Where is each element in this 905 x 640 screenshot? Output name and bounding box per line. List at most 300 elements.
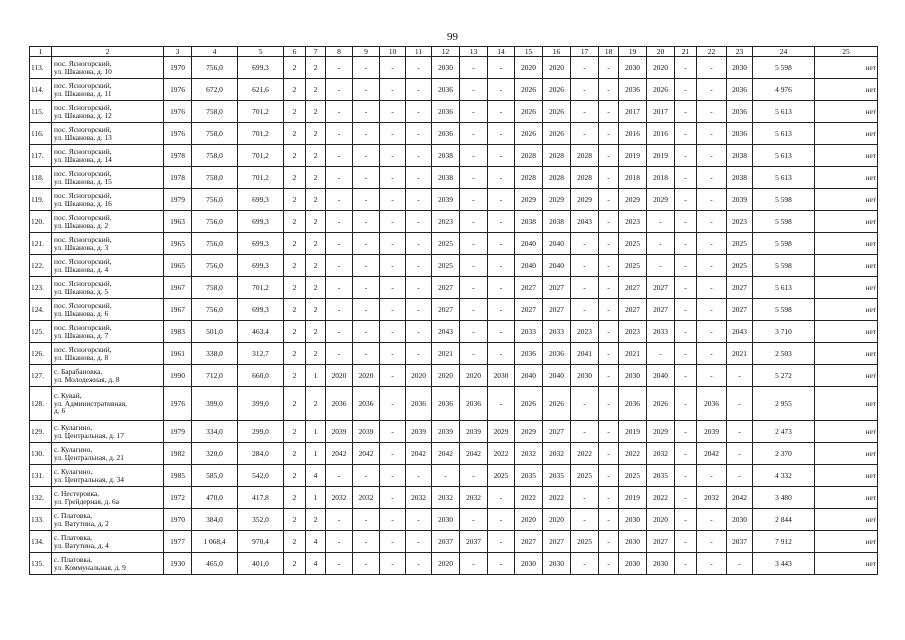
cell-col-4: 756,0: [192, 299, 238, 321]
cell-col-3: 1930: [164, 553, 192, 575]
cell-col-12: 2023: [432, 211, 460, 233]
cell-col-21: -: [675, 189, 697, 211]
cell-col-22: -: [697, 123, 727, 145]
cell-col-18: -: [599, 365, 619, 387]
cell-col-9: -: [353, 321, 380, 343]
address-cell: [52, 531, 164, 553]
cell-col-3: 1985: [164, 465, 192, 487]
cell-col-23: -: [727, 421, 753, 443]
cell-col-3: 1970: [164, 509, 192, 531]
cell-col-19: 2016: [619, 123, 647, 145]
cell-col-18: -: [599, 277, 619, 299]
cell-col-10: -: [380, 365, 406, 387]
cell-col-23: 2037: [727, 531, 753, 553]
cell-col-5: 463,4: [238, 321, 284, 343]
table-row: [30, 233, 878, 255]
cell-col-22: 2036: [697, 387, 727, 421]
row-number: 126.: [30, 343, 52, 365]
cell-col-22: -: [697, 465, 727, 487]
cell-col-19: 2025: [619, 255, 647, 277]
cell-col-8: -: [326, 145, 353, 167]
cell-col-18: -: [599, 509, 619, 531]
cell-col-13: 2037: [460, 531, 488, 553]
cell-col-3: 1965: [164, 233, 192, 255]
address-line: ул. Ватутина, д. 4: [54, 540, 109, 550]
cell-col-16: 2040: [543, 365, 571, 387]
address-line: ул. Шканова, д. 4: [54, 264, 109, 274]
cell-col-7: 2: [306, 123, 326, 145]
address-line: ул. Шканова, д. 13: [54, 132, 112, 142]
cell-col-14: -: [488, 101, 515, 123]
cell-col-3: 1967: [164, 299, 192, 321]
cell-col-13: -: [460, 321, 488, 343]
cell-col-22: -: [697, 211, 727, 233]
address-cell: [52, 443, 164, 465]
cell-col-25: нет: [815, 57, 878, 79]
cell-col-6: 2: [284, 299, 306, 321]
cell-col-24: 5 598: [753, 57, 815, 79]
cell-col-5: 417,8: [238, 487, 284, 509]
cell-col-17: 2041: [571, 343, 599, 365]
cell-col-14: -: [488, 531, 515, 553]
cell-col-9: -: [353, 343, 380, 365]
row-number: 122.: [30, 255, 52, 277]
cell-col-9: -: [353, 233, 380, 255]
cell-col-19: 2019: [619, 145, 647, 167]
column-header-9: 9: [353, 47, 380, 57]
cell-col-25: нет: [815, 365, 878, 387]
cell-col-9: -: [353, 57, 380, 79]
cell-col-3: 1978: [164, 167, 192, 189]
cell-col-15: 2040: [515, 255, 543, 277]
cell-col-14: -: [488, 167, 515, 189]
cell-col-14: -: [488, 255, 515, 277]
address-line: ул. Ватутина, д. 2: [54, 518, 109, 528]
cell-col-11: -: [406, 255, 432, 277]
cell-col-12: 2021: [432, 343, 460, 365]
cell-col-23: 2021: [727, 343, 753, 365]
cell-col-6: 2: [284, 57, 306, 79]
cell-col-25: нет: [815, 465, 878, 487]
cell-col-3: 1970: [164, 57, 192, 79]
cell-col-16: 2027: [543, 531, 571, 553]
cell-col-20: -: [647, 211, 675, 233]
address-line: с. Кулагино,: [54, 466, 93, 476]
cell-col-20: 2027: [647, 531, 675, 553]
row-number: 114.: [30, 79, 52, 101]
cell-col-21: -: [675, 365, 697, 387]
cell-col-7: 1: [306, 421, 326, 443]
cell-col-4: 756,0: [192, 189, 238, 211]
cell-col-7: 1: [306, 365, 326, 387]
cell-col-13: 2020: [460, 365, 488, 387]
row-number: 127.: [30, 365, 52, 387]
cell-col-6: 2: [284, 79, 306, 101]
cell-col-17: -: [571, 421, 599, 443]
cell-col-19: 2025: [619, 465, 647, 487]
cell-col-6: 2: [284, 387, 306, 421]
table-row: [30, 101, 878, 123]
cell-col-7: 2: [306, 299, 326, 321]
cell-col-18: -: [599, 387, 619, 421]
cell-col-24: 5 598: [753, 233, 815, 255]
row-number: 123.: [30, 277, 52, 299]
cell-col-7: 2: [306, 343, 326, 365]
cell-col-20: -: [647, 343, 675, 365]
cell-col-19: 2030: [619, 365, 647, 387]
cell-col-11: -: [406, 79, 432, 101]
cell-col-5: 284,0: [238, 443, 284, 465]
cell-col-21: -: [675, 255, 697, 277]
cell-col-10: -: [380, 387, 406, 421]
cell-col-5: 699,3: [238, 57, 284, 79]
cell-col-18: -: [599, 57, 619, 79]
cell-col-6: 2: [284, 189, 306, 211]
cell-col-7: 2: [306, 509, 326, 531]
cell-col-5: 660,0: [238, 365, 284, 387]
cell-col-25: нет: [815, 443, 878, 465]
address-line: д. 6: [54, 406, 66, 416]
cell-col-19: 2030: [619, 553, 647, 575]
address-line: пос. Ясногорский,: [54, 190, 112, 200]
table-row: [30, 387, 878, 421]
cell-col-18: -: [599, 123, 619, 145]
cell-col-8: -: [326, 189, 353, 211]
cell-col-18: -: [599, 101, 619, 123]
cell-col-4: 758,0: [192, 277, 238, 299]
address-line: пос. Ясногорский,: [54, 146, 112, 156]
cell-col-5: 699,3: [238, 299, 284, 321]
cell-col-22: -: [697, 189, 727, 211]
cell-col-13: -: [460, 57, 488, 79]
cell-col-14: -: [488, 487, 515, 509]
cell-col-4: 399,0: [192, 387, 238, 421]
cell-col-4: 501,0: [192, 321, 238, 343]
cell-col-10: -: [380, 189, 406, 211]
cell-col-17: -: [571, 553, 599, 575]
cell-col-6: 2: [284, 167, 306, 189]
cell-col-14: -: [488, 387, 515, 421]
cell-col-5: 399,0: [238, 387, 284, 421]
table-row: [30, 509, 878, 531]
address-line: ул. Шканова, д. 16: [54, 198, 112, 208]
cell-col-20: 2026: [647, 387, 675, 421]
column-header-18: 18: [599, 47, 619, 57]
column-header-16: 16: [543, 47, 571, 57]
cell-col-5: 312,7: [238, 343, 284, 365]
cell-col-5: 401,0: [238, 553, 284, 575]
cell-col-11: -: [406, 211, 432, 233]
cell-col-11: -: [406, 167, 432, 189]
cell-col-13: -: [460, 211, 488, 233]
cell-col-17: 2025: [571, 531, 599, 553]
column-header-22: 22: [697, 47, 727, 57]
cell-col-19: 2030: [619, 57, 647, 79]
cell-col-5: 701,2: [238, 145, 284, 167]
address-line: с. Платовка,: [54, 554, 93, 564]
cell-col-20: 2030: [647, 553, 675, 575]
cell-col-13: -: [460, 465, 488, 487]
housing-table: [29, 46, 878, 575]
address-cell: [52, 211, 164, 233]
cell-col-22: -: [697, 233, 727, 255]
cell-col-4: 470,0: [192, 487, 238, 509]
cell-col-12: -: [432, 465, 460, 487]
cell-col-3: 1976: [164, 79, 192, 101]
cell-col-23: -: [727, 465, 753, 487]
cell-col-6: 2: [284, 509, 306, 531]
cell-col-8: -: [326, 343, 353, 365]
cell-col-24: 4 976: [753, 79, 815, 101]
cell-col-18: -: [599, 343, 619, 365]
cell-col-21: -: [675, 145, 697, 167]
cell-col-8: 2042: [326, 443, 353, 465]
cell-col-13: 2039: [460, 421, 488, 443]
table-row: [30, 277, 878, 299]
cell-col-20: 2033: [647, 321, 675, 343]
cell-col-7: 4: [306, 553, 326, 575]
cell-col-13: -: [460, 553, 488, 575]
cell-col-15: 2038: [515, 211, 543, 233]
cell-col-15: 2035: [515, 465, 543, 487]
address-cell: [52, 79, 164, 101]
cell-col-24: 5 598: [753, 255, 815, 277]
cell-col-7: 2: [306, 167, 326, 189]
cell-col-4: 756,0: [192, 233, 238, 255]
cell-col-7: 2: [306, 277, 326, 299]
cell-col-24: 5 613: [753, 145, 815, 167]
cell-col-21: -: [675, 465, 697, 487]
cell-col-6: 2: [284, 277, 306, 299]
cell-col-5: 352,0: [238, 509, 284, 531]
cell-col-16: 2038: [543, 211, 571, 233]
cell-col-13: -: [460, 509, 488, 531]
cell-col-5: 701,2: [238, 123, 284, 145]
cell-col-25: нет: [815, 211, 878, 233]
row-number: 119.: [30, 189, 52, 211]
cell-col-7: 2: [306, 321, 326, 343]
cell-col-13: -: [460, 79, 488, 101]
cell-col-13: -: [460, 145, 488, 167]
cell-col-21: -: [675, 101, 697, 123]
cell-col-13: -: [460, 123, 488, 145]
cell-col-23: -: [727, 553, 753, 575]
cell-col-10: -: [380, 101, 406, 123]
table-row: [30, 167, 878, 189]
cell-col-5: 701,2: [238, 101, 284, 123]
cell-col-19: 2019: [619, 421, 647, 443]
address-cell: [52, 255, 164, 277]
cell-col-19: 2019: [619, 487, 647, 509]
cell-col-8: -: [326, 465, 353, 487]
cell-col-20: 2020: [647, 509, 675, 531]
cell-col-11: -: [406, 57, 432, 79]
address-line: с. Нестеровка,: [54, 488, 100, 498]
cell-col-21: -: [675, 509, 697, 531]
cell-col-21: -: [675, 321, 697, 343]
cell-col-5: 970,4: [238, 531, 284, 553]
cell-col-18: -: [599, 553, 619, 575]
cell-col-15: 2033: [515, 321, 543, 343]
cell-col-18: -: [599, 233, 619, 255]
cell-col-4: 1 068,4: [192, 531, 238, 553]
cell-col-15: 2029: [515, 189, 543, 211]
cell-col-25: нет: [815, 487, 878, 509]
cell-col-11: -: [406, 277, 432, 299]
cell-col-6: 2: [284, 255, 306, 277]
cell-col-10: -: [380, 299, 406, 321]
cell-col-21: -: [675, 123, 697, 145]
table-row: [30, 343, 878, 365]
address-line: с. Барабановка,: [54, 366, 103, 376]
row-number: 135.: [30, 553, 52, 575]
cell-col-16: 2027: [543, 421, 571, 443]
cell-col-4: 320,0: [192, 443, 238, 465]
cell-col-5: 701,2: [238, 167, 284, 189]
cell-col-24: 5 598: [753, 299, 815, 321]
cell-col-14: -: [488, 79, 515, 101]
cell-col-17: -: [571, 277, 599, 299]
address-cell: [52, 299, 164, 321]
cell-col-5: 699,3: [238, 211, 284, 233]
table-row: [30, 421, 878, 443]
cell-col-3: 1976: [164, 101, 192, 123]
cell-col-19: 2027: [619, 299, 647, 321]
cell-col-21: -: [675, 487, 697, 509]
cell-col-9: -: [353, 167, 380, 189]
cell-col-12: 2036: [432, 123, 460, 145]
cell-col-20: -: [647, 233, 675, 255]
cell-col-10: -: [380, 487, 406, 509]
cell-col-4: 585,0: [192, 465, 238, 487]
cell-col-5: 621,6: [238, 79, 284, 101]
address-line: с. Кулагино,: [54, 444, 93, 454]
cell-col-17: 2029: [571, 189, 599, 211]
address-line: ул. Шканова, д. 7: [54, 330, 109, 340]
cell-col-18: -: [599, 465, 619, 487]
cell-col-9: -: [353, 299, 380, 321]
cell-col-4: 758,0: [192, 101, 238, 123]
address-line: с. Кулагино,: [54, 422, 93, 432]
cell-col-15: 2026: [515, 101, 543, 123]
cell-col-20: 2016: [647, 123, 675, 145]
cell-col-15: 2028: [515, 145, 543, 167]
cell-col-17: -: [571, 123, 599, 145]
cell-col-4: 712,0: [192, 365, 238, 387]
cell-col-25: нет: [815, 123, 878, 145]
address-cell: [52, 277, 164, 299]
cell-col-8: -: [326, 553, 353, 575]
cell-col-17: 2022: [571, 443, 599, 465]
cell-col-5: 299,0: [238, 421, 284, 443]
cell-col-9: -: [353, 211, 380, 233]
cell-col-17: 2028: [571, 145, 599, 167]
cell-col-6: 2: [284, 211, 306, 233]
cell-col-20: 2022: [647, 487, 675, 509]
address-line: ул. Центральная, д. 21: [54, 452, 124, 462]
address-line: ул. Шканова, д. 5: [54, 286, 109, 296]
cell-col-24: 5 613: [753, 277, 815, 299]
cell-col-14: -: [488, 321, 515, 343]
cell-col-23: 2030: [727, 509, 753, 531]
cell-col-21: -: [675, 421, 697, 443]
cell-col-22: -: [697, 79, 727, 101]
row-number: 115.: [30, 101, 52, 123]
cell-col-21: -: [675, 531, 697, 553]
cell-col-21: -: [675, 299, 697, 321]
column-header-2: 2: [52, 47, 164, 57]
cell-col-15: 2028: [515, 167, 543, 189]
cell-col-11: -: [406, 343, 432, 365]
cell-col-22: -: [697, 255, 727, 277]
address-cell: [52, 233, 164, 255]
cell-col-15: 2029: [515, 421, 543, 443]
address-line: ул. Коммунальная, д. 9: [54, 562, 126, 572]
column-header-15: 15: [515, 47, 543, 57]
cell-col-18: -: [599, 255, 619, 277]
cell-col-12: 2036: [432, 101, 460, 123]
cell-col-14: -: [488, 189, 515, 211]
cell-col-22: -: [697, 321, 727, 343]
cell-col-21: -: [675, 277, 697, 299]
cell-col-12: 2036: [432, 79, 460, 101]
cell-col-5: 542,0: [238, 465, 284, 487]
cell-col-21: -: [675, 233, 697, 255]
row-number: 121.: [30, 233, 52, 255]
address-line: пос. Ясногорский,: [54, 344, 112, 354]
cell-col-17: -: [571, 487, 599, 509]
cell-col-19: 2025: [619, 233, 647, 255]
cell-col-3: 1963: [164, 211, 192, 233]
cell-col-7: 2: [306, 101, 326, 123]
column-header-8: 8: [326, 47, 353, 57]
cell-col-13: -: [460, 167, 488, 189]
cell-col-6: 2: [284, 321, 306, 343]
cell-col-5: 699,3: [238, 189, 284, 211]
cell-col-22: -: [697, 299, 727, 321]
cell-col-8: -: [326, 255, 353, 277]
cell-col-10: -: [380, 145, 406, 167]
row-number: 132.: [30, 487, 52, 509]
cell-col-16: 2028: [543, 167, 571, 189]
address-line: ул. Шканова, д. 11: [54, 88, 112, 98]
address-cell: [52, 553, 164, 575]
cell-col-3: 1967: [164, 277, 192, 299]
cell-col-4: 758,0: [192, 145, 238, 167]
cell-col-24: 2 955: [753, 387, 815, 421]
cell-col-11: 2039: [406, 421, 432, 443]
cell-col-13: 2036: [460, 387, 488, 421]
cell-col-14: -: [488, 277, 515, 299]
table-row: [30, 321, 878, 343]
cell-col-6: 2: [284, 421, 306, 443]
table-row: [30, 79, 878, 101]
cell-col-22: -: [697, 509, 727, 531]
cell-col-24: 5 613: [753, 167, 815, 189]
cell-col-10: -: [380, 531, 406, 553]
column-number-row: [30, 47, 878, 57]
cell-col-15: 2026: [515, 123, 543, 145]
cell-col-21: -: [675, 57, 697, 79]
cell-col-6: 2: [284, 233, 306, 255]
cell-col-13: -: [460, 189, 488, 211]
cell-col-9: -: [353, 145, 380, 167]
cell-col-13: -: [460, 101, 488, 123]
cell-col-21: -: [675, 553, 697, 575]
cell-col-18: -: [599, 421, 619, 443]
cell-col-24: 7 912: [753, 531, 815, 553]
cell-col-10: -: [380, 553, 406, 575]
